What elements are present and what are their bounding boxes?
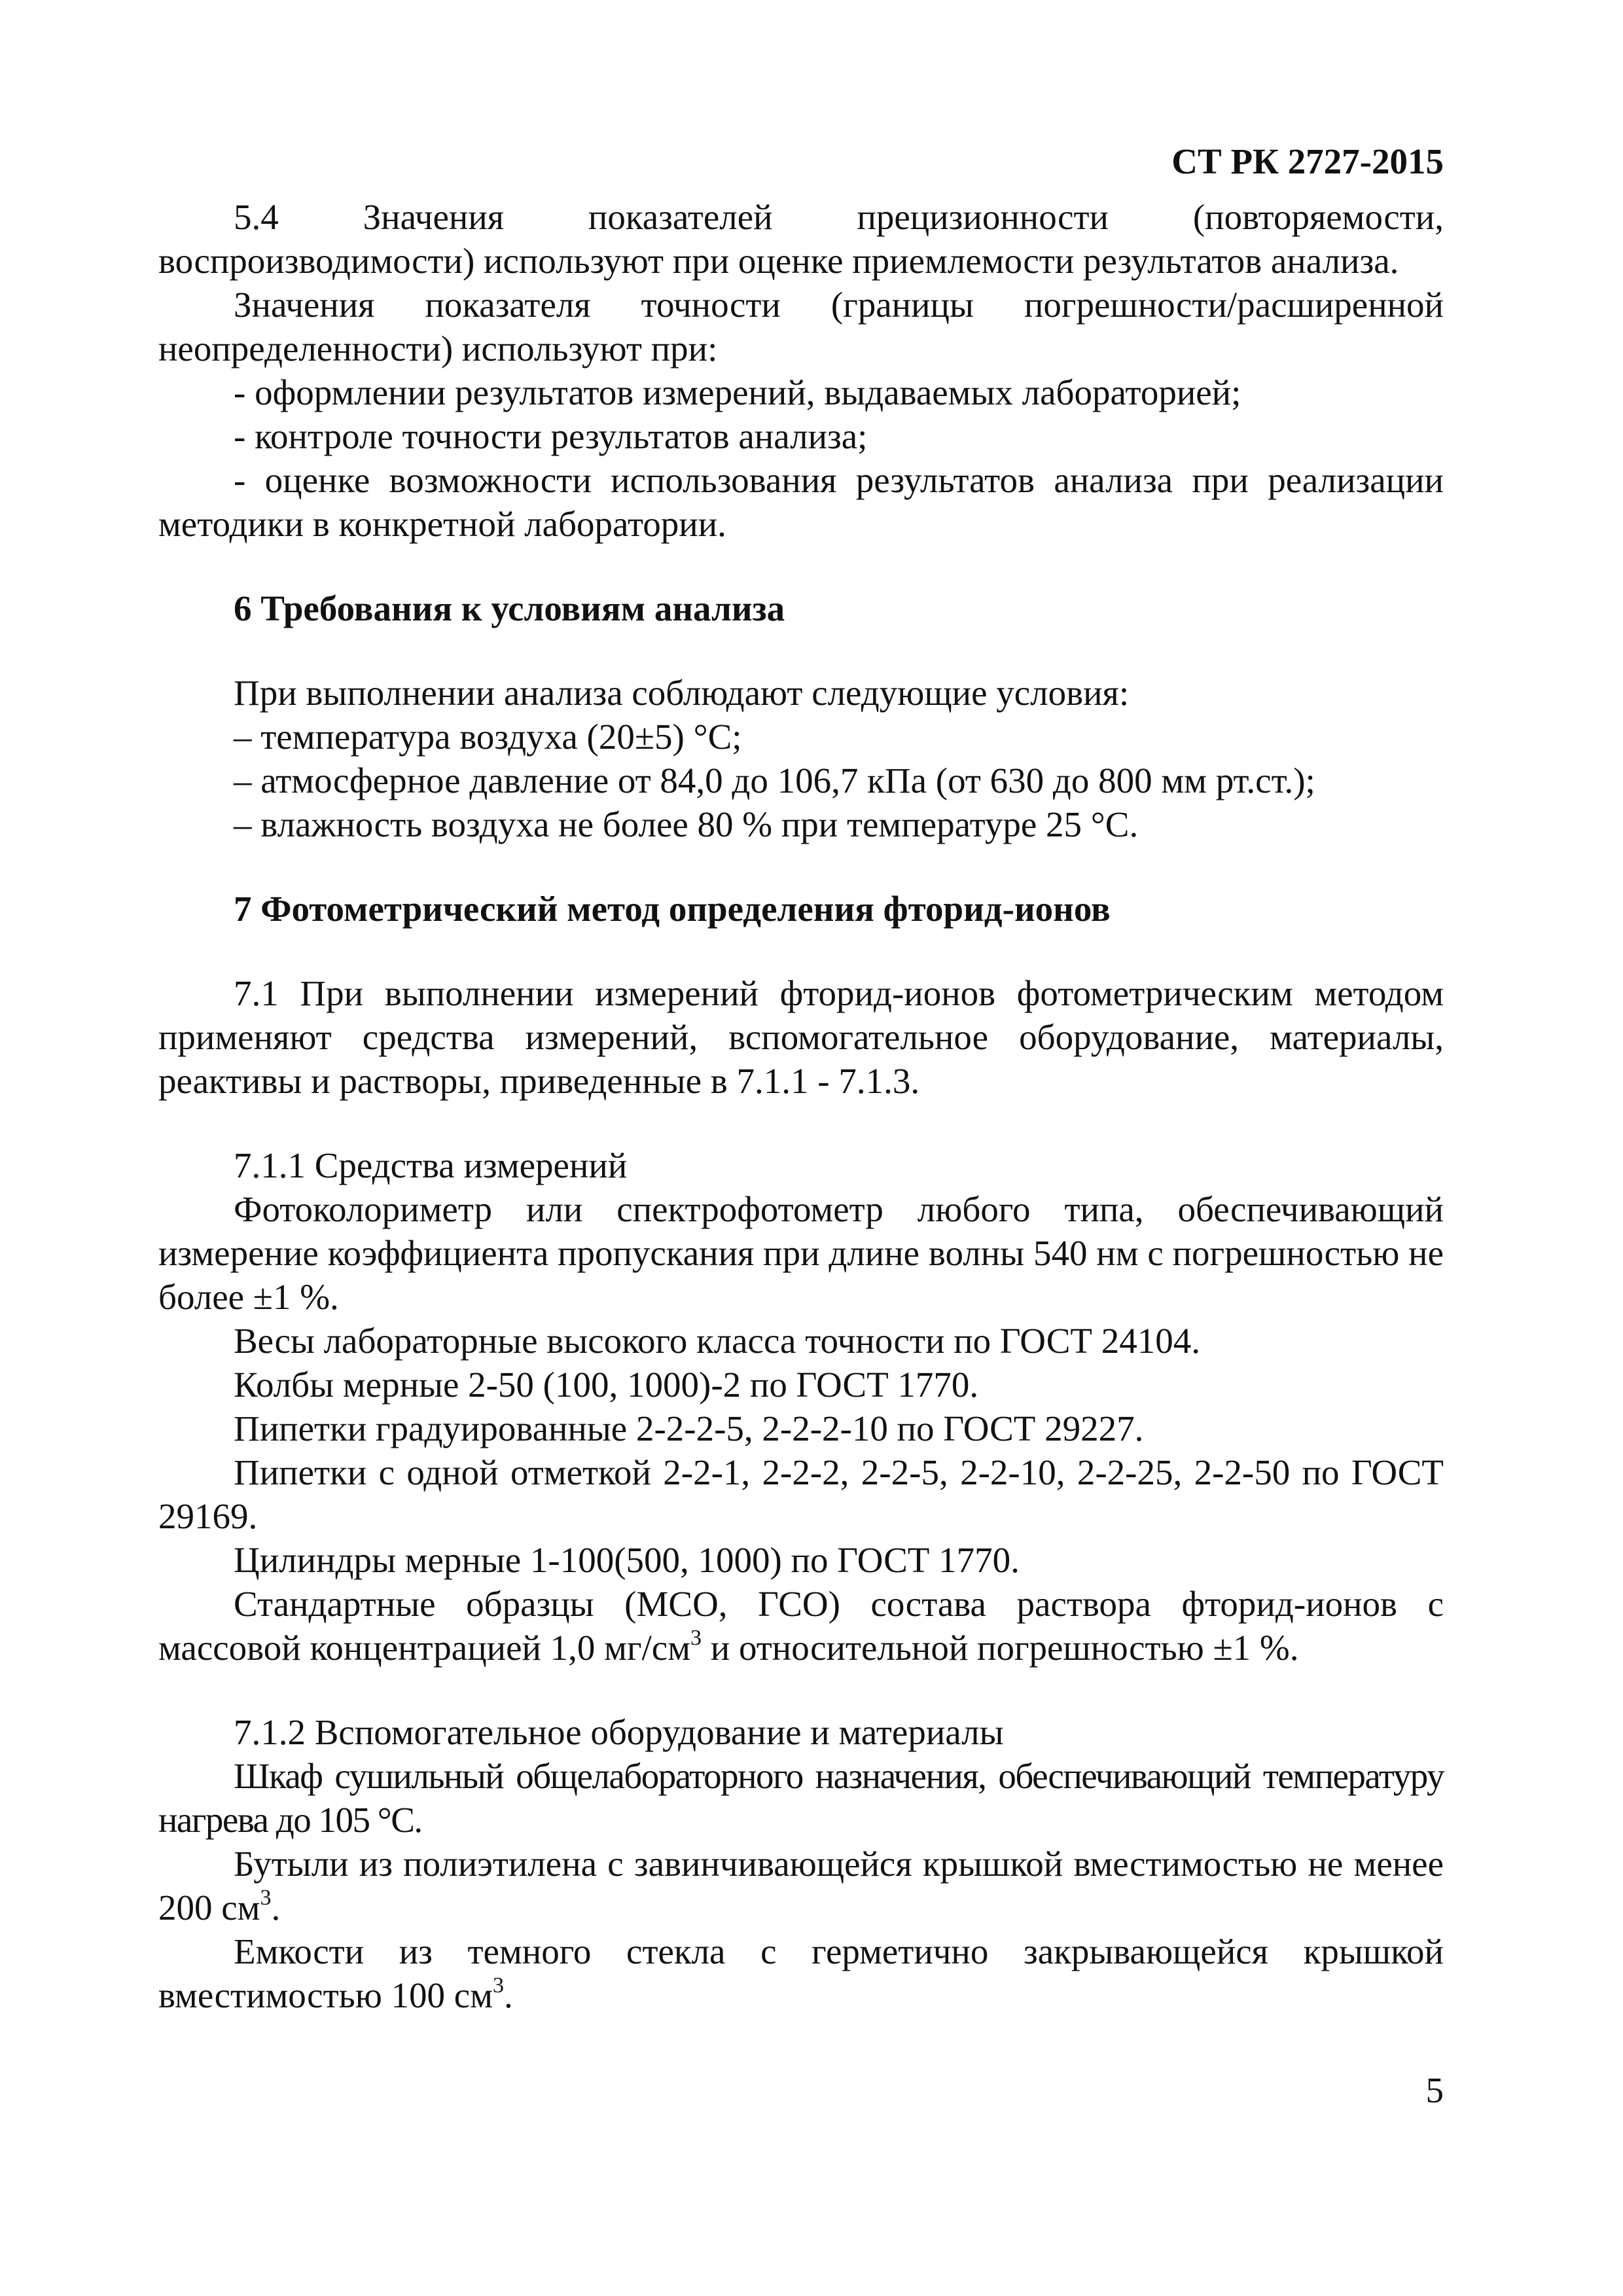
equipment-item: Емкости из темного стекла с герметично закрывающейся крышкой вместимостью 100 $см^3$. (158, 1931, 1444, 2015)
paragraph-7-1: 7.1 При выполнении измерений фторид-ионов фотометрическим методом применяют средства измерений, вспомогательное оборудование, материалы, реактивы и растворы, приведенные в 7.1.1 - 7.1.3. (158, 973, 1444, 1101)
instrument-item: Пипетки с одной отметкой 2-2-1, 2-2-2, 2-2-5, 2-2-10, 2-2-25, 2-2-50 по ГОСТ 29169. (158, 1452, 1444, 1536)
equipment-item: Бутыли из полиэтилена с завинчивающейся крышкой вместимостью не менее 200 $см^3$. (158, 1844, 1444, 1928)
list-item: - оформлении результатов измерений, выдаваемых лабораторией; (234, 372, 1241, 412)
equipment-item: Шкаф сушильный общелабораторного назначения, обеспечивающий температуру нагрева до 105 °С. (158, 1756, 1444, 1840)
section-6-intro: При выполнении анализа соблюдают следующие условия: (234, 673, 1130, 713)
condition-item: – атмосферное давление от 84,0 до 106,7 кПа (от 630 до 800 мм рт.ст.); (234, 761, 1315, 800)
instrument-item: Фотоколориметр или спектрофотометр любого типа, обеспечивающий измерение коэффициента пропускания при длине волны 540 нм с погрешностью не более ±1 %. (158, 1189, 1444, 1317)
list-item: - контроле точности результатов анализа; (234, 416, 868, 456)
instrument-item: Пипетки градуированные 2-2-2-5, 2-2-2-10 по ГОСТ 29227. (234, 1408, 1144, 1448)
instrument-item: Колбы мерные 2-50 (100, 1000)-2 по ГОСТ 1770. (234, 1365, 979, 1405)
paragraph-accuracy-usage: Значения показателя точности (границы погрешности/расширенной неопределенности) используют при: (158, 285, 1444, 368)
page-number: 5 (1425, 2070, 1444, 2110)
subsection-7-1-2-title: 7.1.2 Вспомогательное оборудование и материалы (234, 1712, 1004, 1752)
instrument-item: Весы лабораторные высокого класса точности по ГОСТ 24104. (234, 1321, 1200, 1361)
condition-item: – температура воздуха (20±5) °С; (234, 717, 742, 757)
condition-item: – влажность воздуха не более 80 % при температуре 25 °С. (234, 804, 1139, 844)
page-content (158, 195, 1444, 2017)
document-code-header: СТ РК 2727-2015 (1171, 141, 1444, 181)
standard-samples-item: Стандартные образцы (МСО, ГСО) состава раствора фторид-ионов с массовой концентрацией 1,0 $мг/см^3$ и относительной погрешностью ±1 %. (158, 1584, 1444, 1668)
section-6-heading: 6 Требования к условиям анализа (234, 588, 785, 628)
section-7-heading: 7 Фотометрический метод определения фторид-ионов (234, 889, 1111, 929)
subsection-7-1-1-title: 7.1.1 Средства измерений (234, 1145, 628, 1185)
instrument-item: Цилиндры мерные 1-100(500, 1000) по ГОСТ 1770. (234, 1540, 1020, 1580)
paragraph-5-4: 5.4 Значения показателей прецизионности (повторяемости, воспроизводимости) используют при оценке приемлемости результатов анализа. (158, 197, 1444, 281)
list-item: - оценке возможности использования результатов анализа при реализации методики в конкретной лаборатории. (158, 460, 1444, 544)
